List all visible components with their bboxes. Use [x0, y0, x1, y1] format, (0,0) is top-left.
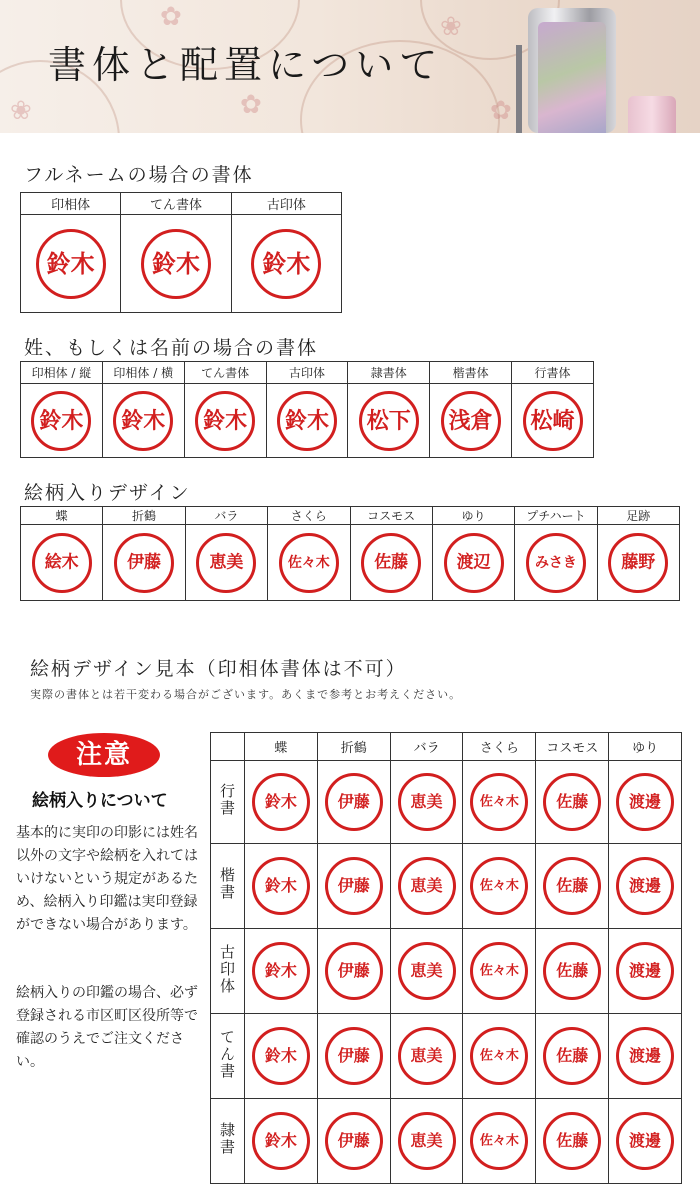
table-header: 隷書体 [348, 362, 430, 384]
design-table [20, 506, 680, 601]
pen-decoration [516, 45, 522, 133]
seal-sample: 鈴木 [277, 391, 337, 451]
row-label: 隷書 [218, 1122, 236, 1156]
row-label: 古印体 [218, 943, 236, 995]
seal-sample: 伊藤 [325, 857, 383, 915]
seal-sample: 渡邊 [616, 857, 674, 915]
caution-paragraph-2: 絵柄入りの印鑑の場合、必ず登録される市区町区役所等で確認のうえでご注文ください。 [16, 985, 198, 1070]
seal-sample: 松崎 [523, 391, 583, 451]
section-title-fullname: フルネームの場合の書体 [24, 164, 254, 186]
table-header: 足跡 [597, 507, 679, 525]
fullname-font-table [20, 192, 342, 313]
seal-sample: みさき [526, 533, 586, 593]
disclaimer-note: 実際の書体とは若干変わる場合がございます。あくまで参考とお考えください。 [30, 688, 462, 701]
seal-sample: 伊藤 [325, 1027, 383, 1085]
table-header: てん書体 [184, 362, 266, 384]
surname-font-table [20, 361, 594, 458]
sample-design-table [210, 732, 682, 1184]
table-header: 印相体 [21, 193, 121, 215]
seal-sample: 鈴木 [113, 391, 173, 451]
table-header: さくら [268, 507, 350, 525]
table-header: さくら [463, 733, 536, 761]
row-label: てん書 [218, 1028, 236, 1080]
row-label: 楷書 [218, 867, 236, 901]
table-header: プチハート [515, 507, 597, 525]
table-row [211, 1014, 682, 1099]
caution-subtitle: 絵柄入りについて [32, 791, 168, 811]
table-header: ゆり [609, 733, 682, 761]
seal-sample: 鈴木 [36, 229, 106, 299]
seal-sample: 恵美 [398, 1027, 456, 1085]
table-header: コスモス [350, 507, 432, 525]
seal-sample: 佐藤 [543, 942, 601, 1000]
seal-sample: 佐藤 [543, 1027, 601, 1085]
table-header: 蝶 [245, 733, 318, 761]
page-title: 書体と配置について [48, 43, 444, 87]
section-title-samples: 絵柄デザイン見本（印相体書体は不可） [30, 658, 407, 680]
seal-sample: 渡辺 [444, 533, 504, 593]
seal-sample: 鈴木 [31, 391, 91, 451]
table-header: 印相体 / 横 [102, 362, 184, 384]
seal-sample: 伊藤 [325, 942, 383, 1000]
seal-sample: 浅倉 [441, 391, 501, 451]
seal-sample: 佐々木 [470, 942, 528, 1000]
seal-sample: 松下 [359, 391, 419, 451]
caution-paragraph-1: 基本的に実印の印影には姓名以外の文字や絵柄を入れてはいけないという規定があるため、絵柄入り印鑑は実印登録ができない場合があります。 [16, 825, 198, 933]
seal-sample: 佐藤 [543, 857, 601, 915]
seal-sample: 鈴木 [252, 857, 310, 915]
seal-sample: 佐藤 [361, 533, 421, 593]
seal-sample: 恵美 [398, 773, 456, 831]
table-header: 古印体 [231, 193, 341, 215]
seal-sample: 鈴木 [252, 1112, 310, 1170]
seal-sample: 佐々木 [470, 773, 528, 831]
seal-sample: 鈴木 [195, 391, 255, 451]
table-header: 折鶴 [103, 507, 185, 525]
seal-sample: 恵美 [398, 857, 456, 915]
seal-case-image [528, 8, 616, 133]
header-banner: ✿ ✿ ❀ ❀ ✿ 書体と配置について [0, 0, 700, 133]
table-header: 楷書体 [430, 362, 512, 384]
seal-stick-image [628, 96, 676, 133]
seal-sample: 佐藤 [543, 1112, 601, 1170]
seal-sample: 藤野 [608, 533, 668, 593]
seal-sample: 渡邊 [616, 773, 674, 831]
seal-sample: 鈴木 [252, 1027, 310, 1085]
seal-sample: 恵美 [196, 533, 256, 593]
section-title-surname: 姓、もしくは名前の場合の書体 [24, 337, 319, 359]
table-header: 古印体 [266, 362, 348, 384]
table-header: てん書体 [121, 193, 231, 215]
table-header: コスモス [536, 733, 609, 761]
table-row [211, 761, 682, 844]
seal-sample: 佐藤 [543, 773, 601, 831]
seal-sample: 渡邊 [616, 942, 674, 1000]
seal-sample: 鈴木 [251, 229, 321, 299]
table-header: バラ [390, 733, 463, 761]
table-header: 折鶴 [317, 733, 390, 761]
table-row [211, 1099, 682, 1184]
seal-sample: 伊藤 [325, 1112, 383, 1170]
seal-sample: 鈴木 [252, 773, 310, 831]
table-header: バラ [185, 507, 267, 525]
seal-sample: 絵木 [32, 533, 92, 593]
seal-sample: 佐々木 [470, 857, 528, 915]
seal-sample: 佐々木 [470, 1112, 528, 1170]
seal-sample: 恵美 [398, 942, 456, 1000]
seal-sample: 佐々木 [470, 1027, 528, 1085]
row-label: 行書 [218, 783, 236, 817]
table-row [211, 844, 682, 929]
section-title-design: 絵柄入りデザイン [24, 482, 191, 504]
table-header: 蝶 [21, 507, 103, 525]
caution-badge: 注意 [48, 733, 160, 777]
table-header: 行書体 [512, 362, 594, 384]
seal-sample: 伊藤 [325, 773, 383, 831]
seal-sample: 伊藤 [114, 533, 174, 593]
table-header: 印相体 / 縦 [21, 362, 103, 384]
table-header: ゆり [432, 507, 514, 525]
seal-sample: 佐々木 [279, 533, 339, 593]
seal-sample: 渡邊 [616, 1112, 674, 1170]
seal-sample: 鈴木 [141, 229, 211, 299]
seal-sample: 渡邊 [616, 1027, 674, 1085]
seal-sample: 恵美 [398, 1112, 456, 1170]
seal-sample: 鈴木 [252, 942, 310, 1000]
table-row [211, 929, 682, 1014]
